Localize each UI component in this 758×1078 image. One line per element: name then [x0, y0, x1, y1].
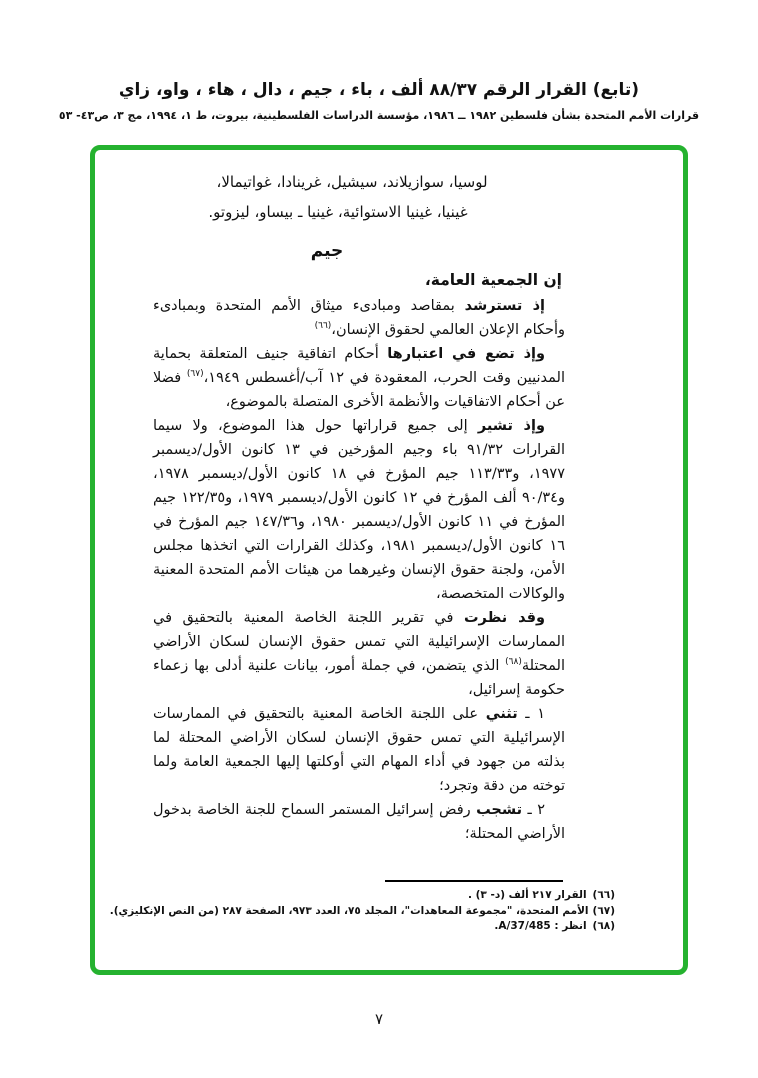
footnotes-block: [109, 888, 615, 935]
paragraph-lead: إذ تسترشد: [464, 298, 545, 314]
paragraph-text: فضلا عن أحكام الاتفاقيات والأنظمة الأخرى المتصلة بالموضوع،: [153, 370, 565, 410]
footnote-reference: (٦٨): [505, 657, 522, 668]
footnote-text: الأمم المتحدة، "مجموعة المعاهدات"، المجلد ٧٥، العدد ٩٧٣، الصفحة ٢٨٧ (من النص الإنكليزي).: [109, 904, 589, 917]
preambular-paragraph: [153, 414, 565, 606]
general-assembly-opening-line: إن الجمعية العامة،: [424, 271, 562, 289]
preambular-paragraph: [153, 342, 565, 414]
operative-paragraph-1: [153, 702, 565, 798]
paragraph-lead: وقد نظرت: [463, 610, 545, 626]
footnote-reference: (٦٦): [314, 321, 332, 332]
footnote-68: [158, 919, 615, 935]
footnote-marker: (٦٧): [592, 904, 615, 917]
resolution-body-column: [153, 294, 565, 846]
section-heading-jeem: جيم: [310, 241, 344, 261]
footnote-reference: (٦٧): [186, 369, 204, 380]
paragraph-text: في تقرير اللجنة الخاصة المعنية بالتحقيق في الممارسات الإسرائيلية التي تمس حقوق الإنسان لسكان الأراضي المحتلة: [153, 610, 565, 674]
footnote-67: [109, 904, 615, 920]
paragraph-lead: وإذ تشير: [477, 418, 545, 434]
paragraph-lead: وإذ تضع في اعتبارها: [387, 346, 545, 362]
paragraph-text: رفض إسرائيل المستمر السماح للجنة الخاصة بدخول الأراضي المحتلة؛: [153, 802, 565, 842]
footnote-separator: [385, 880, 563, 882]
paragraph-number: ٢ ـ: [522, 802, 545, 818]
footnote-marker: (٦٦): [592, 889, 615, 901]
source-citation-line: قرارات الأمم المتحدة بشأن فلسطين ١٩٨٢ ــ ١٩٨٦، مؤسسة الدراسات الفلسطينية، بيروت، ط ١، ١٩٩٤، مج ٣، ص٤٣- ٥٣: [58, 109, 700, 122]
paragraph-text: إلى جميع قراراتها حول هذا الموضوع، ولا سيما القرارات ٩١/٣٢ باء وجيم المؤرخين في ١٣ كانون الأول/ديسمبر ١٩٧٧، و١١٣/٣٣ جيم المؤرخ في ١٨ كانون الأول/ديسمبر ١٩٧٨، و٩٠/٣٤ ألف المؤرخ في ١٢ كانون الأول/ديسمبر ١٩٧٩، و١٢٢/٣٥ جيم المؤرخ في ١١ كانون الأول/ديسمبر ١٩٨٠، و١٤٧/٣٦ جيم المؤرخ في ١٦ كانون الأول/ديسمبر ١٩٨١، وكذلك القرارات التي اتخذها مجلس الأمن، ولجنة حقوق الإنسان وغيرهما من هيئات الأمم المتحدة المعنية والوكالات المتخصصة،: [153, 418, 566, 602]
country-list-continuation-line-1: لوسيا، سوازيلاند، سيشيل، غرينادا، غواتيمالا،: [216, 173, 488, 191]
footnote-66: [158, 888, 615, 904]
page-title: (تابع) القرار الرقم ٨٨/٣٧ ألف ، باء ، جيم ، دال ، هاء ، واو، زاي: [118, 80, 640, 100]
preambular-paragraph: [153, 294, 565, 342]
operative-paragraph-2: [153, 798, 565, 846]
paragraph-lead: تثني: [485, 706, 518, 722]
country-list-continuation-line-2: غينيا، غينيا الاستوائية، غينيا ـ بيساو، ليزوتو.: [208, 203, 468, 221]
paragraph-text: الذي يتضمن، في جملة أمور، بيانات علنية أدلى بها زعماء حكومة إسرائيل،: [153, 658, 565, 698]
paragraph-lead: تشجب: [476, 802, 523, 818]
footnote-text: القرار ٢١٧ ألف (د- ٣) .: [467, 889, 587, 901]
paragraph-text: على اللجنة الخاصة المعنية بالتحقيق في الممارسات الإسرائيلية التي تمس حقوق الإنسان لسكان الأراضي المحتلة لما بذلته من جهود في أداء المهام التي أوكلتها إليها الجمعية العامة ولما توخته من دقة وتجرد؛: [153, 706, 565, 794]
paragraph-text: أحكام اتفاقية جنيف المتعلقة بحماية المدنيين وقت الحرب، المعقودة في ١٢ آب/أغسطس ١٩٤٩،: [153, 346, 565, 386]
paragraph-text: بمقاصد ومبادىء ميثاق الأمم المتحدة وبمبادىء وأحكام الإعلان العالمي لحقوق الإنسان،: [153, 298, 565, 338]
paragraph-number: ١ ـ: [517, 706, 545, 722]
page-number: ٧: [374, 1010, 384, 1028]
preambular-paragraph: [153, 606, 565, 702]
footnote-text: انظر : A/37/485.: [494, 920, 587, 932]
footnote-marker: (٦٨): [592, 920, 615, 932]
